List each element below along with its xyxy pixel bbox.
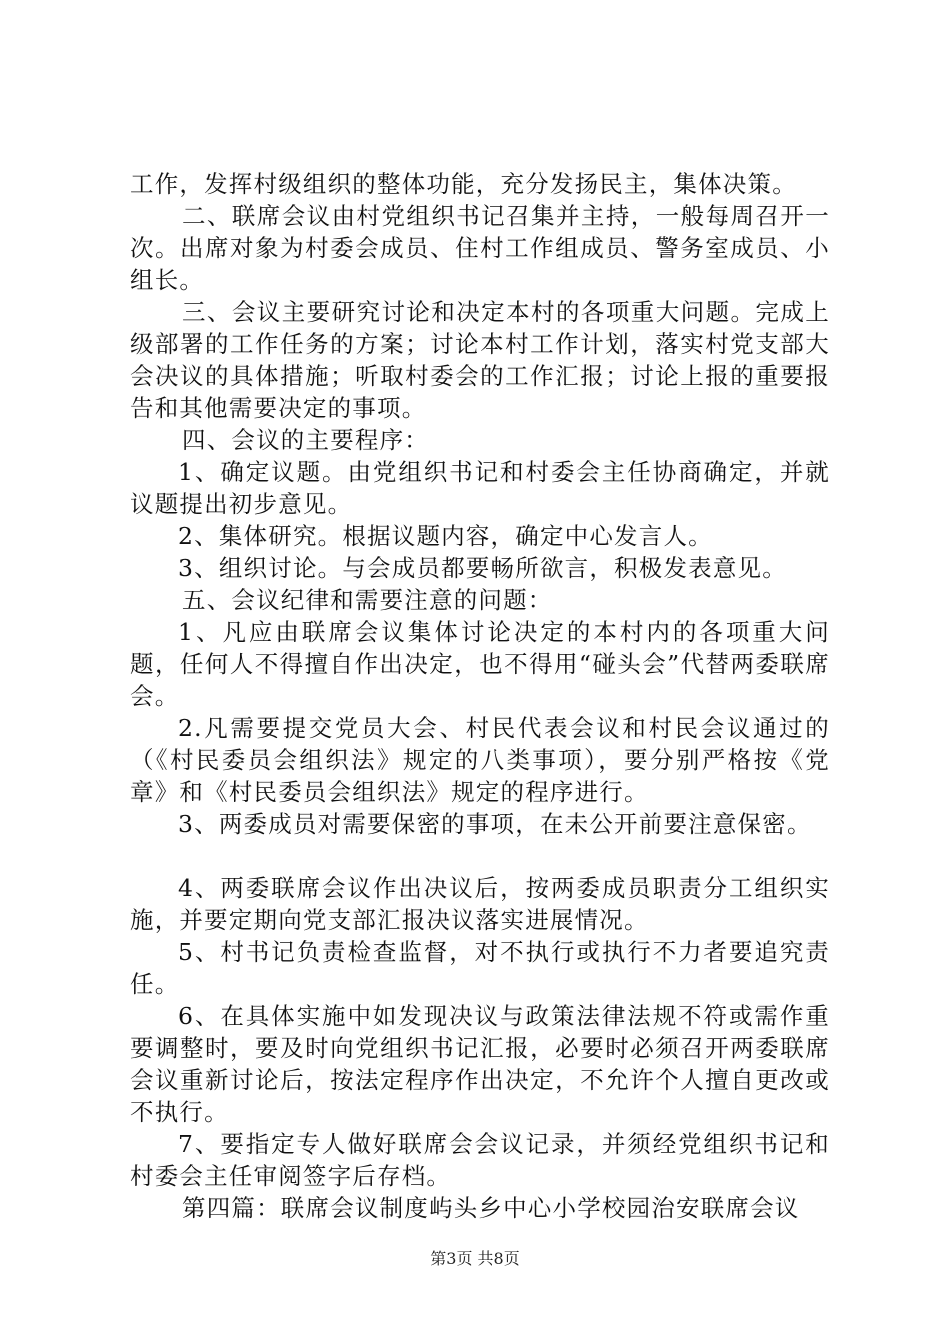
heading-section-4: 四、会议的主要程序： <box>182 426 429 454</box>
heading-section-5: 五、会议纪律和需要注意的问题： <box>182 586 553 614</box>
blank-line <box>130 840 830 872</box>
paragraph-item-5-5: 5、村书记负责检查监督，对不执行或执行不力者要追究责任。 <box>130 938 830 998</box>
paragraph-item-4-1: 1、确定议题。由党组织书记和村委会主任协商确定，并就议题提出初步意见。 <box>130 458 830 518</box>
paragraph-item-4-2: 2、集体研究。根据议题内容，确定中心发言人。 <box>178 522 713 550</box>
page-number-footer: 第3页 共8页 <box>430 1249 520 1268</box>
paragraph-item-4-3: 3、组织讨论。与会成员都要畅所欲言，积极发表意见。 <box>178 554 787 582</box>
paragraph-section-2: 二、联席会议由村党组织书记召集并主持，一般每周召开一次。出席对象为村委会成员、住村工作组成员、警务室成员、小组长。 <box>130 202 830 294</box>
paragraph-item-5-3: 3、两委成员对需要保密的事项，在未公开前要注意保密。 <box>178 810 812 838</box>
paragraph-continuation: 工作，发挥村级组织的整体功能，充分发扬民主，集体决策。 <box>130 170 797 198</box>
paragraph-next-chapter-title: 第四篇：联席会议制度屿头乡中心小学校园治安联席会议 <box>182 1194 800 1222</box>
document-body <box>130 168 830 1224</box>
paragraph-item-5-2: 2.凡需要提交党员大会、村民代表会议和村民会议通过的（《村民委员会组织法》规定的八类事项），要分别严格按《党章》和《村民委员会组织法》规定的程序进行。 <box>130 714 830 806</box>
paragraph-item-5-4: 4、两委联席会议作出决议后，按两委成员职责分工组织实施，并要定期向党支部汇报决议落实进展情况。 <box>130 874 830 934</box>
paragraph-item-5-1: 1、凡应由联席会议集体讨论决定的本村内的各项重大问题，任何人不得擅自作出决定，也不得用“碰头会”代替两委联席会。 <box>130 618 830 710</box>
paragraph-item-5-6: 6、在具体实施中如发现决议与政策法律法规不符或需作重要调整时，要及时向党组织书记汇报，必要时必须召开两委联席会议重新讨论后，按法定程序作出决定，不允许个人擅自更改或不执行。 <box>130 1002 830 1126</box>
paragraph-section-3: 三、会议主要研究讨论和决定本村的各项重大问题。完成上级部署的工作任务的方案；讨论本村工作计划，落实村党支部大会决议的具体措施；听取村委会的工作汇报；讨论上报的重要报告和其他需要决定的事项。 <box>130 298 830 422</box>
paragraph-item-5-7: 7、要指定专人做好联席会会议记录，并须经党组织书记和村委会主任审阅签字后存档。 <box>130 1130 830 1190</box>
